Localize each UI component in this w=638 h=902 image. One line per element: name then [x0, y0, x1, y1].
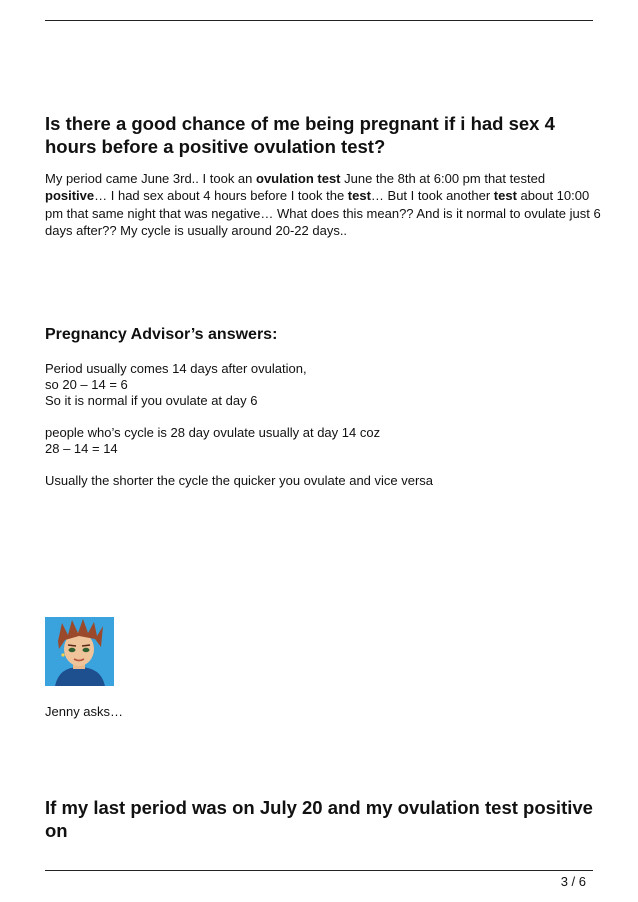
question-title: Is there a good chance of me being pregnant if i had sex 4 hours before a positive ovulation test?: [45, 113, 555, 157]
answers-heading: Pregnancy Advisor’s answers:: [45, 326, 278, 343]
answer-line: Period usually comes 14 days after ovulation,: [45, 361, 307, 376]
footer-rule: [45, 870, 593, 871]
asker-label: Jenny asks…: [45, 704, 124, 719]
text-run: My period came June 3rd.. I took an: [45, 171, 256, 186]
header-rule: [45, 20, 593, 21]
bold-text-run: test: [493, 188, 517, 204]
answer-line: So it is normal if you ovulate at day 6: [45, 393, 258, 408]
answers-body: [45, 361, 433, 505]
text-run: June the 8th at 6:00 pm that tested: [340, 171, 546, 186]
answer-line: 28 – 14 = 14: [45, 441, 118, 456]
text-run: … But I took another: [370, 188, 494, 204]
answer-line: people who’s cycle is 28 day ovulate usually at day 14 coz: [45, 425, 381, 440]
answer-line: Usually the shorter the cycle the quicker you ovulate and vice versa: [45, 473, 434, 488]
bold-text-run: ovulation test: [256, 171, 341, 186]
page-number: 3 / 6: [560, 874, 586, 889]
question-body: [45, 170, 605, 240]
text-run: … I had sex about 4 hours before I took the: [94, 188, 348, 204]
answer-paragraph: [45, 361, 433, 409]
next-question-title: If my last period was on July 20 and my ovulation test positive on: [45, 797, 593, 841]
answer-line: so 20 – 14 = 6: [45, 377, 128, 392]
answer-paragraph: [45, 425, 433, 457]
text-run: about 10:00 pm that same night that was negative… What does this mean?? And is it normal to ovulate just 6 days after?? My cycle is usually around 20-22 days..: [45, 188, 601, 239]
bold-text-run: positive: [45, 188, 95, 204]
answer-paragraph: [45, 473, 433, 489]
cartoon-avatar-icon: [45, 617, 114, 686]
bold-text-run: test: [347, 188, 371, 204]
